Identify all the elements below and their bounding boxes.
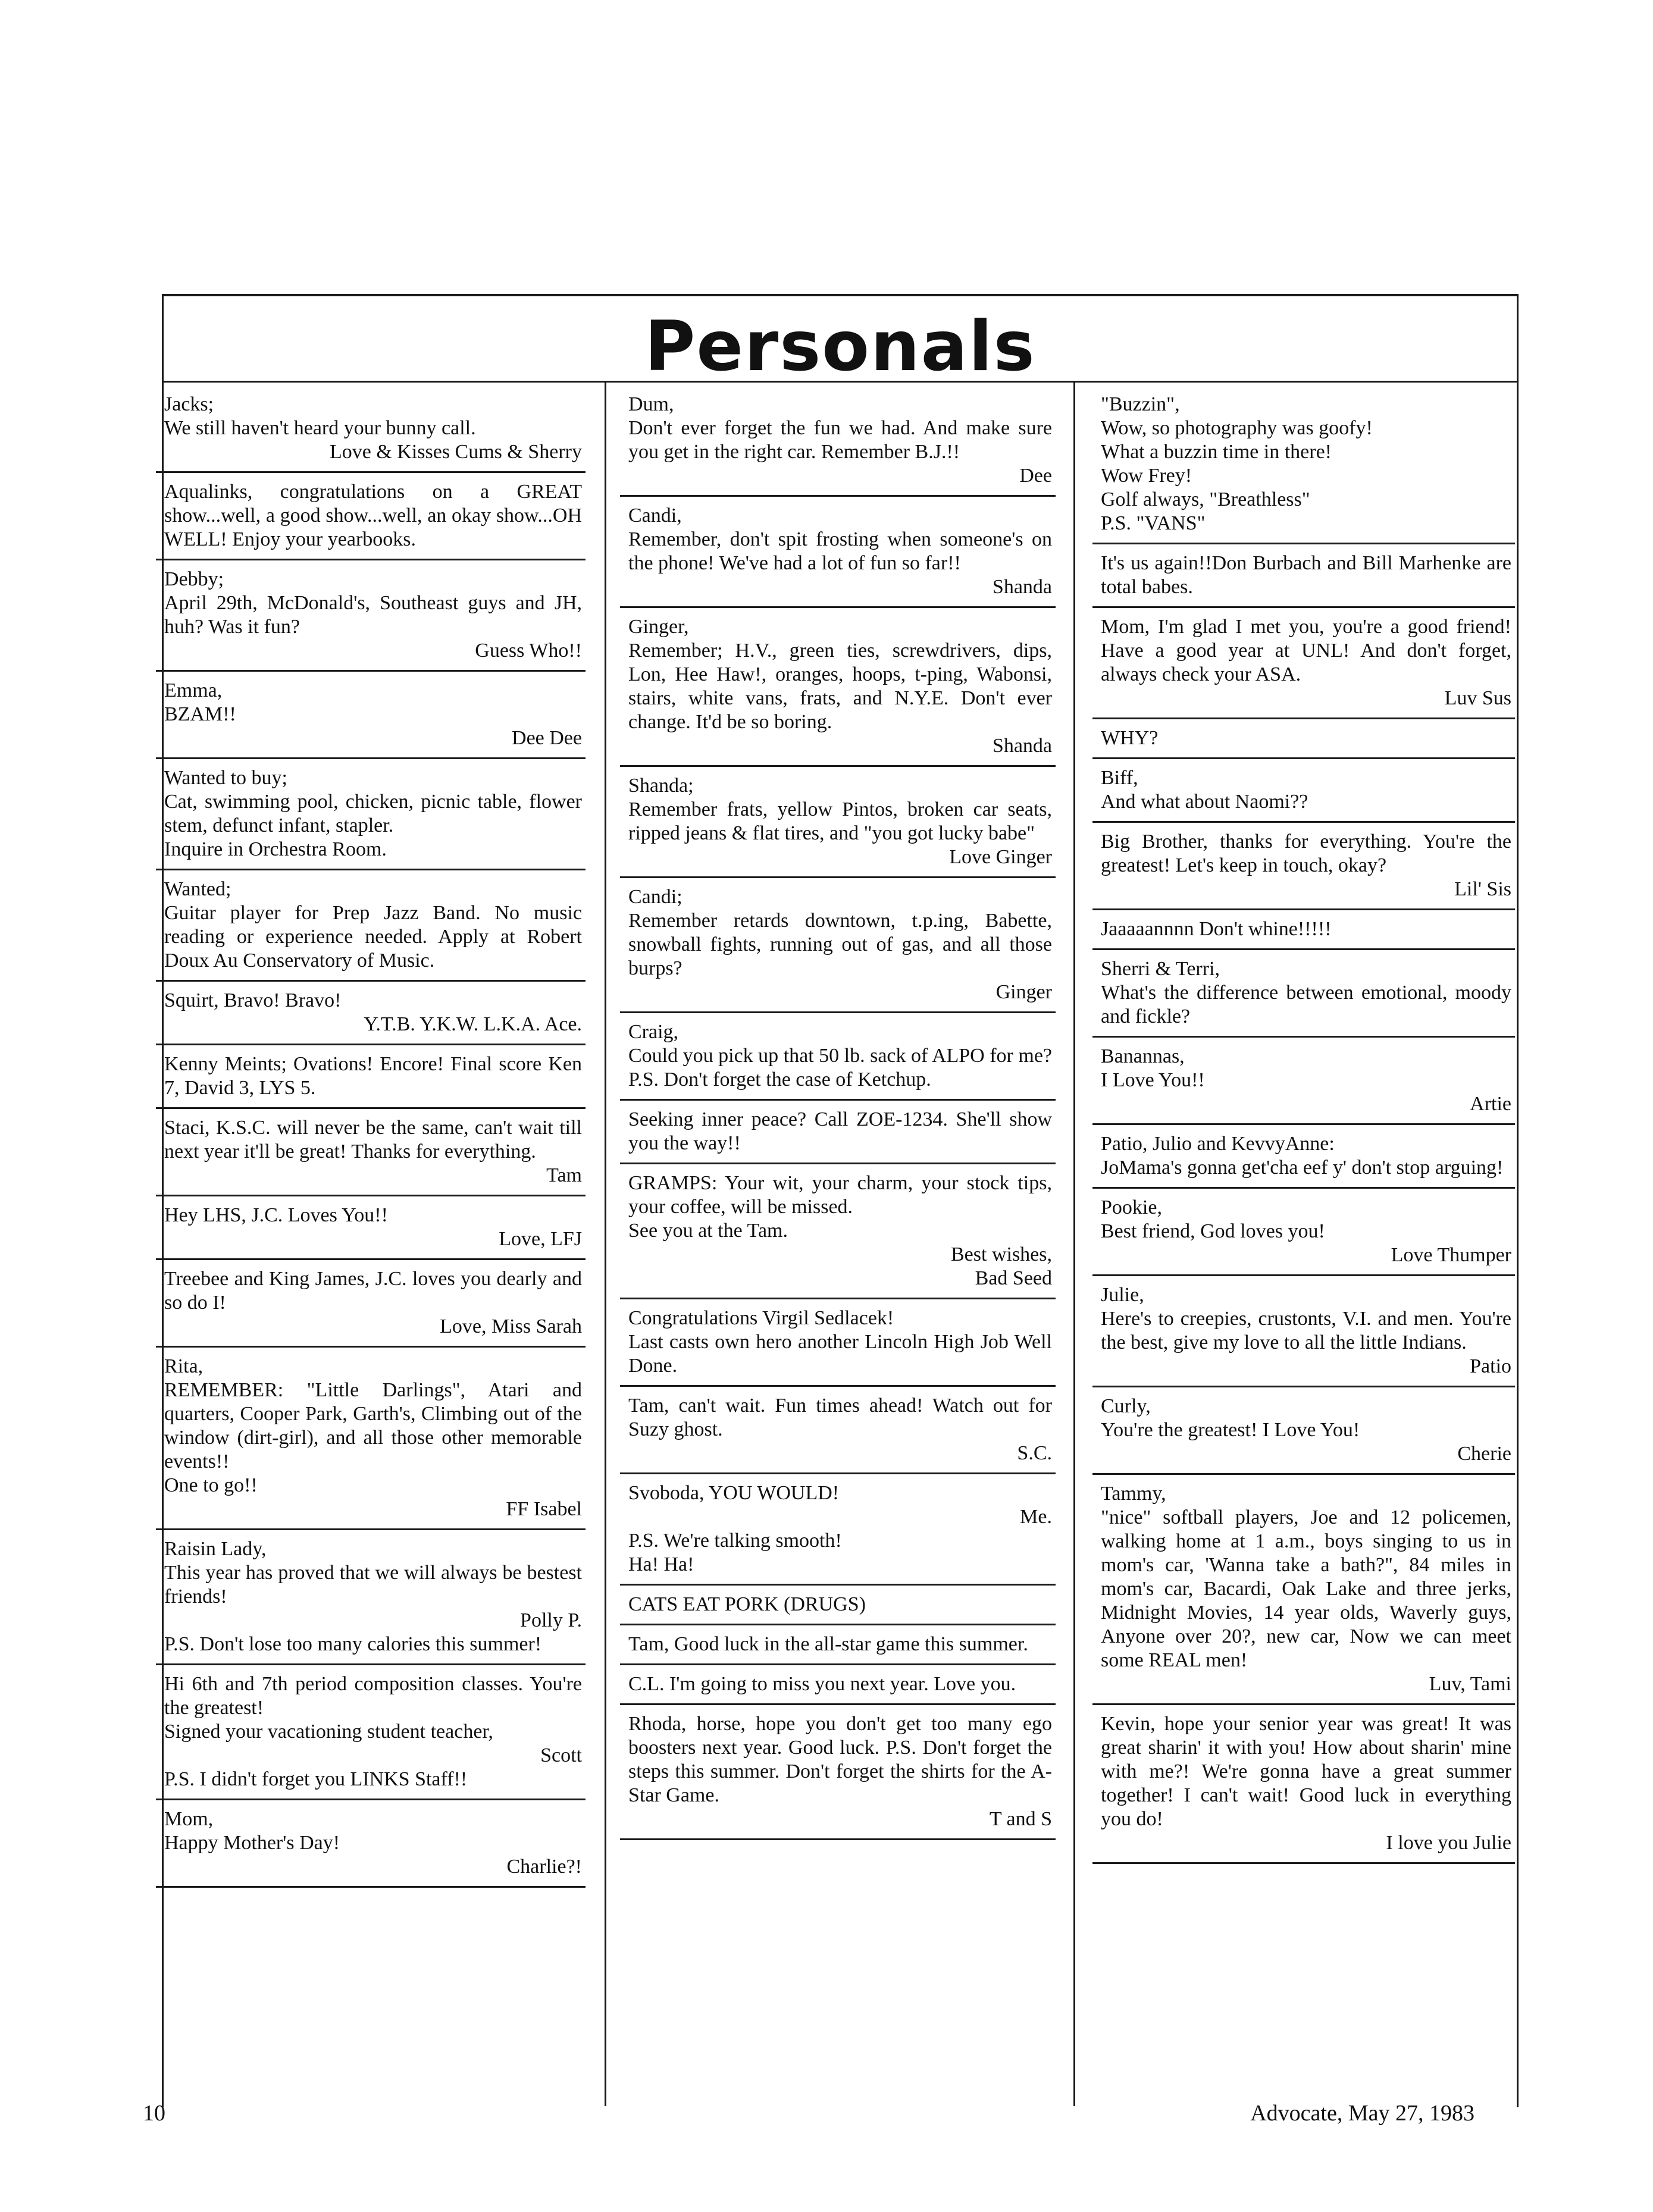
ad-text: Svoboda, YOU WOULD! (628, 1482, 840, 1504)
ad-signature: I love you Julie (1386, 1832, 1511, 1854)
ad-signature: Luv Sus (1444, 687, 1511, 709)
ad-text: This year has proved that we will always be bestest friends! (164, 1562, 582, 1608)
personal-ad (1092, 759, 1515, 823)
ad-signature: Love Ginger (949, 846, 1052, 868)
personal-ad (156, 759, 586, 870)
ad-text: Treebee and King James, J.C. loves you dearly and so do I! (164, 1268, 582, 1314)
personal-ad (1092, 1387, 1515, 1475)
ad-signature: Dee Dee (512, 727, 582, 749)
ad-text: Mom, (164, 1808, 214, 1830)
ad-text: See you at the Tam. (628, 1220, 788, 1242)
page-number: 10 (143, 2101, 165, 2126)
personal-ad (620, 1625, 1056, 1665)
ad-text: Congratulations Virgil Sedlacek! (628, 1307, 894, 1329)
ad-signature: Ginger (995, 981, 1052, 1003)
personal-ad (620, 878, 1056, 1013)
personal-ad (620, 1101, 1056, 1164)
ad-text: Best friend, God loves you! (1101, 1220, 1325, 1242)
personal-ad (1092, 823, 1515, 910)
personal-ad (156, 870, 586, 982)
personal-ad (1092, 1475, 1515, 1705)
ad-text: Kenny Meints; Ovations! Encore! Final score Ken 7, David 3, LYS 5. (164, 1053, 582, 1099)
ad-text: Kevin, hope your senior year was great! It was great sharin' it with you! How about sharin' mine with me?! We're gonna have a great summer together! I can't wait! Good luck in everything you do! (1101, 1713, 1511, 1830)
ad-text: One to go!! (164, 1474, 258, 1496)
ad-signature: Scott (540, 1744, 582, 1766)
ad-text: Craig, (628, 1021, 679, 1043)
ad-signature: Dee (1019, 465, 1052, 487)
ad-text: Raisin Lady, (164, 1538, 267, 1560)
ad-postscript: P.S. We're talking smooth! (628, 1530, 842, 1552)
personal-ad (1092, 386, 1515, 544)
ad-text: Patio, Julio and KevvyAnne: (1101, 1133, 1335, 1155)
personal-ad (156, 672, 586, 759)
ad-text: Jaaaaannnn Don't whine!!!!! (1101, 918, 1332, 940)
ad-text: BZAM!! (164, 703, 236, 725)
ad-text: Tammy, (1101, 1483, 1166, 1505)
ad-text: Hi 6th and 7th period composition classes. You're the greatest! (164, 1673, 582, 1719)
ad-text: "Buzzin", (1101, 393, 1180, 415)
ad-text: Wanted to buy; (164, 767, 287, 789)
ad-text: It's us again!!Don Burbach and Bill Marhenke are total babes. (1101, 552, 1511, 598)
personal-ad (1092, 950, 1515, 1038)
personal-ad (1092, 910, 1515, 950)
ad-text: JoMama's gonna get'cha eef y' don't stop arguing! (1101, 1157, 1504, 1179)
ad-text: GRAMPS: Your wit, your charm, your stock tips, your coffee, will be missed. (628, 1172, 1052, 1218)
ad-text: Don't ever forget the fun we had. And make sure you get in the right car. Remember B.J.!! (628, 417, 1052, 463)
ad-text: Mom, I'm glad I met you, you're a good friend! Have a good year at UNL! And don't forget, always check your ASA. (1101, 616, 1511, 685)
ad-text: Candi; (628, 886, 683, 908)
ad-text: Pookie, (1101, 1196, 1162, 1218)
personal-ad (1092, 1705, 1515, 1864)
personal-ad (620, 497, 1056, 608)
ad-signature: Luv, Tami (1429, 1673, 1511, 1695)
ad-text: Shanda; (628, 775, 694, 797)
personal-ad (620, 1013, 1056, 1101)
personal-ad (1092, 1189, 1515, 1276)
ad-signature: Lil' Sis (1454, 878, 1511, 900)
personal-ad (620, 386, 1056, 497)
personal-ad (1092, 1038, 1515, 1125)
ad-signature: Love, LFJ (499, 1228, 582, 1250)
ad-text: Banannas, (1101, 1045, 1185, 1067)
column-3 (1092, 386, 1515, 1864)
ad-text: April 29th, McDonald's, Southeast guys and JH, huh? Was it fun? (164, 592, 582, 638)
ad-text: Julie, (1101, 1284, 1144, 1306)
personal-ad (620, 1164, 1056, 1299)
ad-text: Curly, (1101, 1395, 1151, 1417)
personal-ad (156, 1348, 586, 1530)
ad-text: Happy Mother's Day! (164, 1832, 340, 1854)
ad-text: Squirt, Bravo! Bravo! (164, 989, 342, 1011)
personal-ad (620, 1705, 1056, 1840)
page-title: Personals (644, 306, 1036, 387)
personal-ad (620, 1586, 1056, 1625)
ad-text: Debby; (164, 568, 224, 590)
ad-text: Tam, can't wait. Fun times ahead! Watch out for Suzy ghost. (628, 1395, 1052, 1440)
personal-ad (156, 473, 586, 560)
ad-text: Hey LHS, J.C. Loves You!! (164, 1204, 388, 1226)
ad-text: C.L. I'm going to miss you next year. Love you. (628, 1673, 1016, 1695)
personal-ad (620, 1387, 1056, 1474)
ad-signature: Love & Kisses Cums & Sherry (329, 441, 582, 463)
title-rule (162, 381, 1519, 383)
ad-text: "nice" softball players, Joe and 12 policemen, walking home at 1 a.m., boys singing to us in mom's car, 'Wanna take a bath?", 84 miles in mom's car, Bacardi, Oak Lake and three jerks, Midnight Movies, 14 year olds, Waverly guys, Anyone over 20?, new car, Now we can meet some REAL men! (1101, 1506, 1511, 1671)
column-divider-2 (1073, 381, 1075, 2106)
ad-text: You're the greatest! I Love You! (1101, 1419, 1360, 1441)
ad-text: I Love You!! (1101, 1069, 1205, 1091)
ad-text: Last casts own hero another Lincoln High Job Well Done. (628, 1331, 1052, 1377)
ad-signature: Best wishes, (951, 1243, 1052, 1265)
personal-ad (620, 608, 1056, 767)
ad-text: Jacks; (164, 393, 214, 415)
ad-text: Remember retards downtown, t.p.ing, Babette, snowball fights, running out of gas, and all those burps? (628, 910, 1052, 979)
ad-text: CATS EAT PORK (DRUGS) (628, 1593, 866, 1615)
publication-dateline: Advocate, May 27, 1983 (1250, 2101, 1474, 2126)
personal-ad (620, 1474, 1056, 1586)
ad-text: Remember; H.V., green ties, screwdrivers, dips, Lon, Hee Haw!, oranges, hoops, t-ping, Wabonsi, stairs, white vans, frats, and N.Y.E. Don't ever change. It'd be so boring. (628, 640, 1052, 733)
personal-ad (156, 1530, 586, 1665)
ad-text: Tam, Good luck in the all-star game this summer. (628, 1633, 1028, 1655)
ad-text: Wanted; (164, 878, 231, 900)
column-divider-1 (605, 381, 606, 2106)
personal-ad (1092, 608, 1515, 719)
personal-ad (620, 1665, 1056, 1705)
ad-text: P.S. Don't forget the case of Ketchup. (628, 1069, 931, 1091)
ad-text: Candi, (628, 505, 682, 527)
ad-signature: T and S (989, 1808, 1052, 1830)
personal-ad (156, 1800, 586, 1888)
ad-text: Rhoda, horse, hope you don't get too many ego boosters next year. Good luck. P.S. Don't forget the steps this summer. Don't forget the shirts for the A-Star Game. (628, 1713, 1052, 1806)
ad-postscript: Ha! Ha! (628, 1553, 694, 1575)
ad-text: Inquire in Orchestra Room. (164, 838, 387, 860)
ad-postscript: P.S. I didn't forget you LINKS Staff!! (164, 1768, 468, 1790)
personal-ad (620, 1299, 1056, 1387)
ad-text: Wow, so photography was goofy! (1101, 417, 1373, 439)
ad-text: Golf always, "Breathless" (1101, 488, 1310, 510)
ad-text: Rita, (164, 1355, 204, 1377)
personal-ad (156, 1196, 586, 1260)
ad-signature: Love Thumper (1391, 1244, 1511, 1266)
ad-text: Staci, K.S.C. will never be the same, can't wait till next year it'll be great! Thanks for everything. (164, 1117, 582, 1163)
ad-text: Wow Frey! (1101, 465, 1192, 487)
ad-text: P.S. "VANS" (1101, 512, 1206, 534)
ad-signature: Tam (546, 1164, 582, 1186)
ad-text: And what about Naomi?? (1101, 791, 1308, 813)
ad-signature: Polly P. (520, 1609, 582, 1631)
personal-ad (1092, 544, 1515, 608)
personal-ad (156, 386, 586, 473)
ad-text: WHY? (1101, 727, 1159, 749)
personal-ad (156, 1260, 586, 1348)
personal-ad (156, 1045, 586, 1109)
personal-ad (1092, 719, 1515, 759)
ad-postscript: P.S. Don't lose too many calories this summer! (164, 1633, 542, 1655)
personal-ad (156, 982, 586, 1045)
ad-text: Aqualinks, congratulations on a GREAT show...well, a good show...well, an okay show...OH WELL! Enjoy your yearbooks. (164, 481, 582, 550)
ad-text: Seeking inner peace? Call ZOE-1234. She'll show you the way!! (628, 1108, 1052, 1154)
ad-text: What's the difference between emotional, moody and fickle? (1101, 982, 1511, 1027)
ad-text: We still haven't heard your bunny call. (164, 417, 476, 439)
ad-signature: Patio (1470, 1355, 1511, 1377)
ad-signature: Artie (1470, 1093, 1511, 1115)
ad-text: Remember, don't spit frosting when someone's on the phone! We've had a lot of fun so far!! (628, 528, 1052, 574)
ad-text: REMEMBER: "Little Darlings", Atari and quarters, Cooper Park, Garth's, Climbing out of the window (dirt-girl), and all those other memorable events!! (164, 1379, 582, 1472)
ad-text: Here's to creepies, crustonts, V.I. and men. You're the best, give my love to all the little Indians. (1101, 1308, 1511, 1353)
ad-signature: Shanda (992, 735, 1052, 757)
column-1 (156, 386, 586, 1888)
ad-signature: Charlie?! (506, 1856, 582, 1878)
ad-signature: Y.T.B. Y.K.W. L.K.A. Ace. (364, 1013, 582, 1035)
ad-text: Remember frats, yellow Pintos, broken car seats, ripped jeans & flat tires, and "you got lucky babe" (628, 798, 1052, 844)
ad-text: Emma, (164, 679, 223, 701)
ad-signature: Me. (1020, 1506, 1052, 1528)
ad-text: Big Brother, thanks for everything. You're the greatest! Let's keep in touch, okay? (1101, 831, 1511, 876)
ad-signature: Cherie (1457, 1443, 1511, 1465)
personal-ad (156, 1665, 586, 1800)
ad-signature: Bad Seed (975, 1267, 1052, 1289)
ad-signature: Love, Miss Sarah (440, 1315, 582, 1337)
personal-ad (156, 560, 586, 672)
ad-text: Cat, swimming pool, chicken, picnic table, flower stem, defunct infant, stapler. (164, 791, 582, 836)
ad-text: Biff, (1101, 767, 1138, 789)
ad-text: Dum, (628, 393, 674, 415)
ad-text: What a buzzin time in there! (1101, 441, 1332, 463)
personal-ad (156, 1109, 586, 1196)
ad-signature: Shanda (992, 576, 1052, 598)
column-2 (620, 386, 1056, 1840)
ad-text: Could you pick up that 50 lb. sack of ALPO for me? (628, 1045, 1053, 1067)
ad-signature: FF Isabel (506, 1498, 582, 1520)
ad-signature: S.C. (1017, 1442, 1052, 1464)
ad-text: Sherri & Terri, (1101, 958, 1220, 980)
personal-ad (1092, 1125, 1515, 1189)
personal-ad (1092, 1276, 1515, 1387)
personal-ad (620, 767, 1056, 878)
ad-signature: Guess Who!! (475, 640, 582, 662)
ad-text: Ginger, (628, 616, 689, 638)
ad-text: Guitar player for Prep Jazz Band. No music reading or experience needed. Apply at Robert Doux Au Conservatory of Music. (164, 902, 582, 972)
ad-text: Signed your vacationing student teacher, (164, 1721, 493, 1743)
